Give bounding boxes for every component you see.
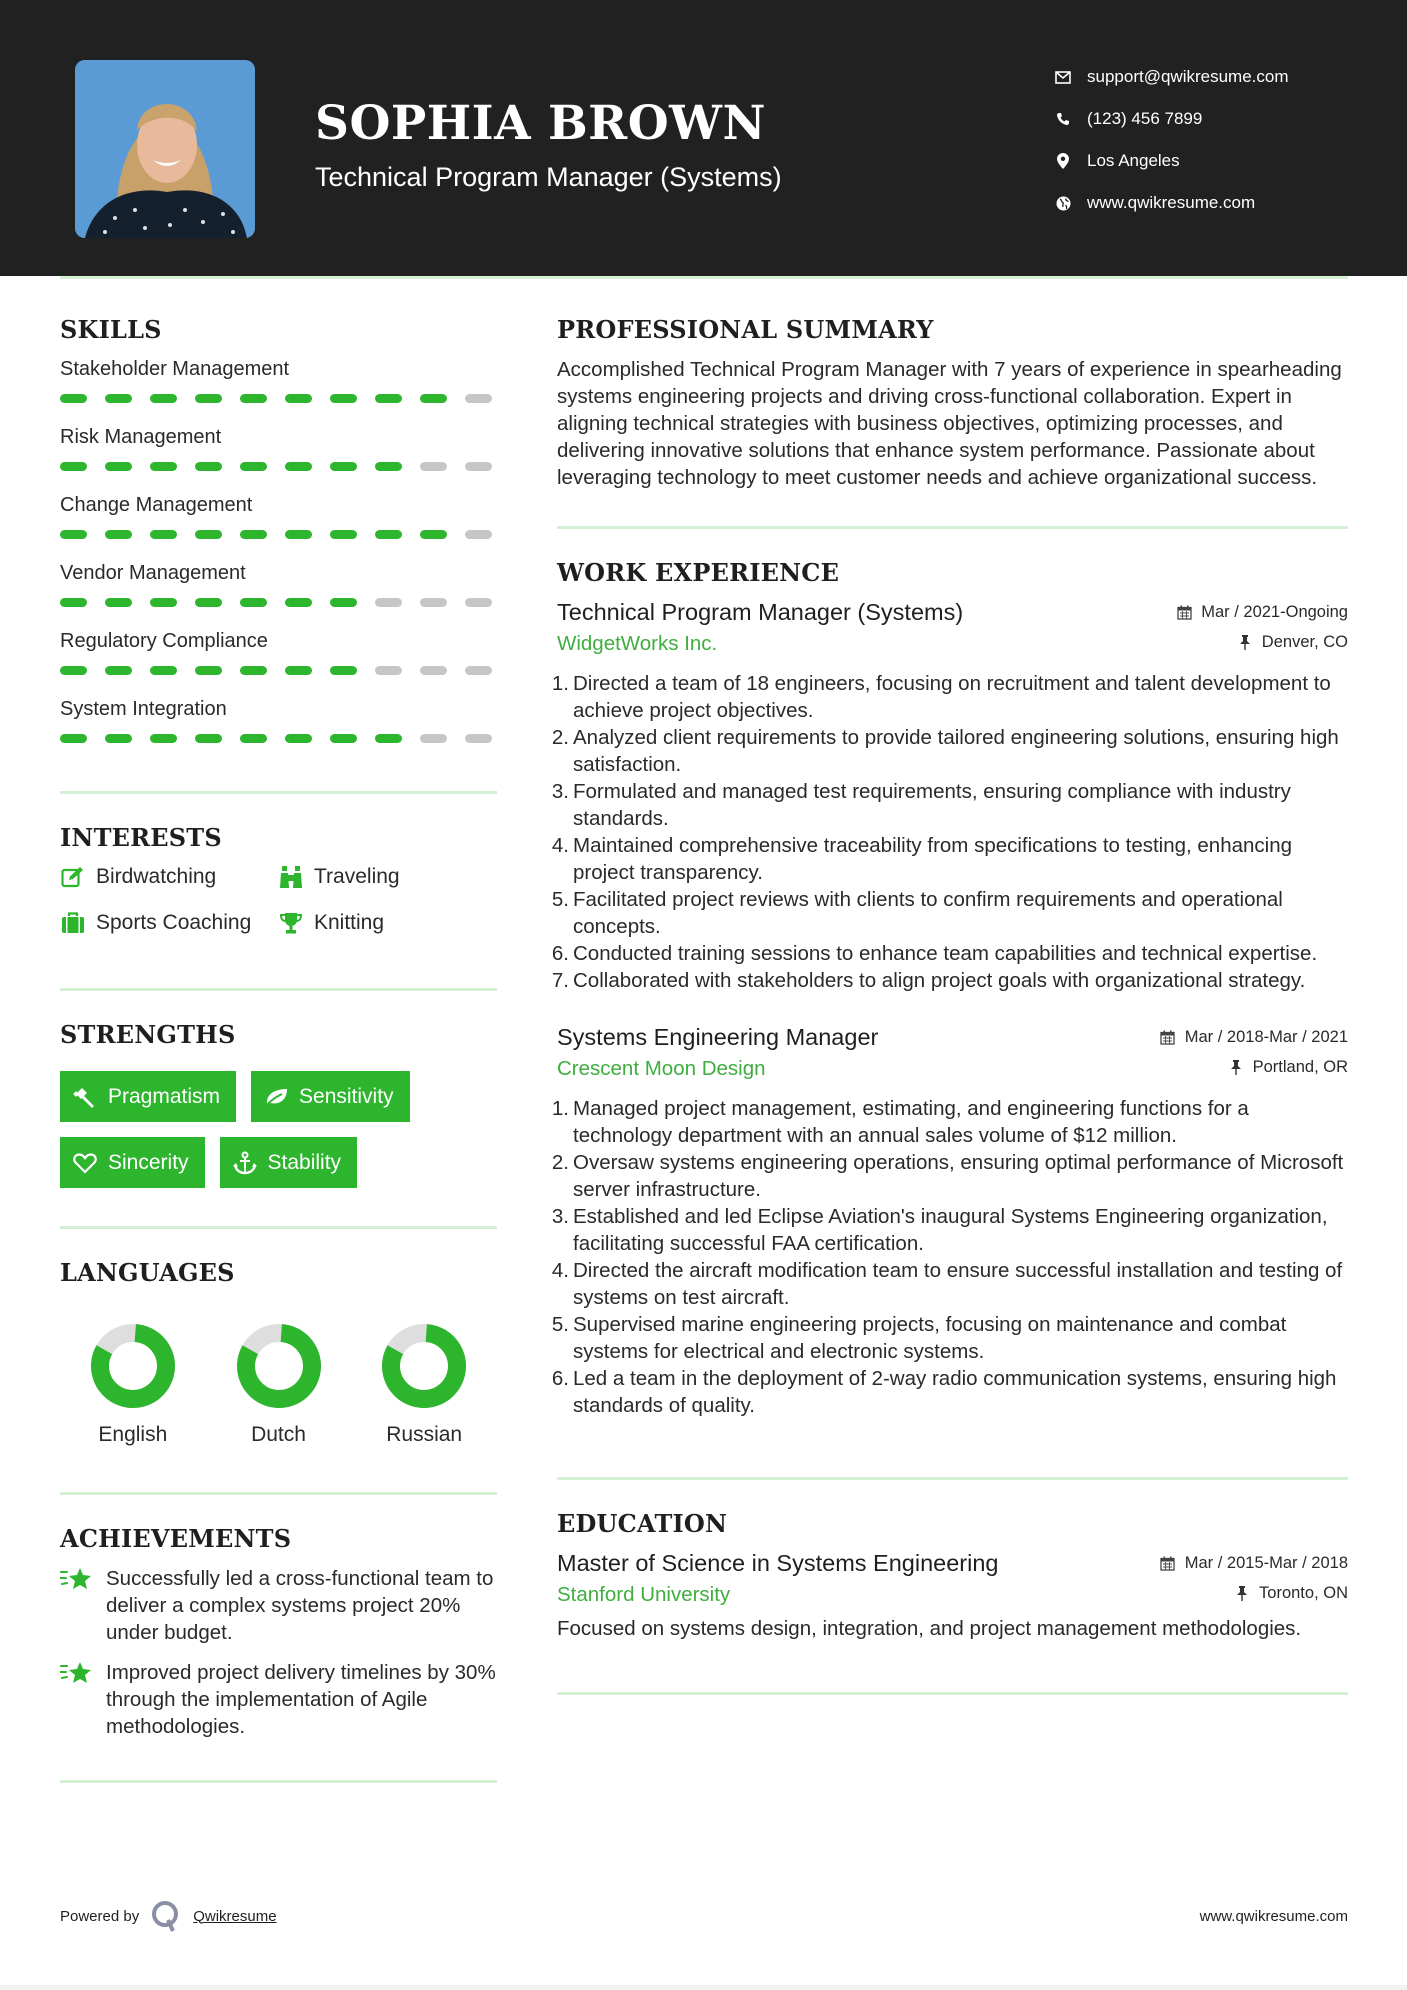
- skill-dash-empty: [420, 462, 447, 471]
- candidate-name: SOPHIA BROWN: [315, 96, 766, 151]
- job-location-text: Denver, CO: [1261, 633, 1348, 651]
- skill-item: [60, 697, 497, 743]
- languages-list: [60, 1323, 497, 1447]
- skill-dash-filled: [150, 462, 177, 471]
- section-divider: [557, 526, 1348, 529]
- interest-item: [60, 910, 278, 936]
- skill-dash-filled: [330, 462, 357, 471]
- skill-level-bar: [60, 462, 497, 471]
- achievement-text: Improved project delivery timelines by 30% through the implementation of Agile methodologies.: [106, 1661, 496, 1738]
- interest-item: [278, 910, 478, 936]
- pushpin-icon: [1233, 1585, 1251, 1603]
- job-entry: [551, 1024, 1348, 1419]
- job-entry: [551, 599, 1348, 994]
- skill-dash-filled: [105, 462, 132, 471]
- section-divider: [557, 1692, 1348, 1695]
- job-dates-text: Mar / 2021-Ongoing: [1201, 603, 1348, 621]
- skill-dash-filled: [240, 734, 267, 743]
- bullet-text: Maintained comprehensive traceability from specifications to testing, enhancing project transparency.: [573, 834, 1293, 884]
- education-dates: [1159, 1554, 1348, 1573]
- section-divider: [557, 1477, 1348, 1480]
- section-divider: [60, 791, 497, 794]
- skill-item: [60, 425, 497, 471]
- bullet-number: 6.: [551, 1367, 569, 1390]
- skill-dash-filled: [60, 598, 87, 607]
- skill-level-bar: [60, 666, 497, 675]
- skill-dash-filled: [105, 734, 132, 743]
- shooting-star-icon: [60, 1659, 94, 1687]
- strengths-list: [60, 1071, 480, 1188]
- job-dates: [1175, 603, 1348, 622]
- language-label: Dutch: [251, 1423, 306, 1446]
- skill-dash-empty: [465, 394, 492, 403]
- skill-level-bar: [60, 598, 497, 607]
- job-header: [557, 599, 1348, 626]
- education-subheader: [557, 1583, 1348, 1607]
- skill-dash-filled: [195, 734, 222, 743]
- skill-dash-filled: [330, 394, 357, 403]
- job-subheader: [557, 1057, 1348, 1081]
- skill-dash-empty: [465, 598, 492, 607]
- profile-photo: [75, 60, 255, 238]
- skill-dash-filled: [240, 598, 267, 607]
- skill-dash-empty: [420, 734, 447, 743]
- strength-label: Sincerity: [108, 1150, 189, 1174]
- experience-heading: WORK EXPERIENCE: [557, 558, 840, 587]
- language-proficiency-donut: [381, 1323, 467, 1409]
- bullet-number: 3.: [551, 780, 569, 803]
- skill-dash-filled: [105, 666, 132, 675]
- right-column: [551, 315, 1348, 1695]
- left-column: [60, 315, 497, 1783]
- gavel-icon: [72, 1085, 98, 1109]
- pushpin-icon: [1227, 1059, 1245, 1077]
- education-dates-text: Mar / 2015-Mar / 2018: [1184, 1554, 1348, 1572]
- strength-tag: [220, 1137, 358, 1188]
- education-section: [557, 1509, 1348, 1642]
- candidate-title: Technical Program Manager (Systems): [315, 162, 782, 192]
- skill-dash-filled: [375, 394, 402, 403]
- language-label: Russian: [386, 1423, 463, 1446]
- skill-dash-filled: [60, 394, 87, 403]
- skill-dash-filled: [60, 530, 87, 539]
- bullet-number: 1.: [551, 1097, 569, 1120]
- job-title: Systems Engineering Manager: [557, 1024, 879, 1050]
- anchor-icon: [232, 1151, 258, 1175]
- languages-section: [60, 1258, 497, 1447]
- job-header: [557, 1024, 1348, 1051]
- skill-dash-filled: [375, 734, 402, 743]
- skill-dash-filled: [195, 530, 222, 539]
- strength-label: Sensitivity: [299, 1084, 394, 1108]
- skill-dash-filled: [150, 666, 177, 675]
- strength-tag: [60, 1071, 236, 1122]
- skill-dash-empty: [465, 530, 492, 539]
- bullet-item: [551, 967, 1348, 994]
- bullet-text: Collaborated with stakeholders to align project goals with organizational strategy.: [573, 969, 1306, 992]
- interest-label: Knitting: [314, 911, 385, 934]
- skill-dash-filled: [195, 394, 222, 403]
- contact-email-text: support@qwikresume.com: [1087, 67, 1289, 86]
- skill-dash-filled: [240, 394, 267, 403]
- strengths-heading: STRENGTHS: [60, 1020, 236, 1049]
- company-name: Crescent Moon Design: [557, 1057, 766, 1080]
- shooting-star-icon: [60, 1565, 94, 1593]
- skill-dash-empty: [375, 598, 402, 607]
- strengths-section: [60, 1020, 497, 1188]
- bullet-item: [551, 1203, 1348, 1257]
- section-divider: [60, 988, 497, 991]
- summary-heading: PROFESSIONAL SUMMARY: [557, 315, 934, 344]
- bullet-text: Analyzed client requirements to provide tailored engineering solutions, ensuring high satisfaction.: [573, 726, 1339, 776]
- skill-name: Change Management: [60, 494, 253, 516]
- bullet-item: [551, 778, 1348, 832]
- skill-dash-empty: [465, 734, 492, 743]
- bullet-number: 5.: [551, 888, 569, 911]
- summary-text: Accomplished Technical Program Manager with 7 years of experience in spearheading systems engineering projects and driving cross-functional collaboration. Expert in aligning technical strategies with business objectives, optimizing processes, and delivering innovative solutions that enhance system performance. Passionate about leveraging technology to meet customer needs and achieve organizational success.: [557, 358, 1342, 489]
- job-dates: [1159, 1028, 1348, 1047]
- bullet-item: [551, 1311, 1348, 1365]
- powered-by-label: Powered by: [60, 1907, 140, 1925]
- contact-location-text: Los Angeles: [1087, 151, 1180, 170]
- education-header: [557, 1550, 1348, 1577]
- heart-icon: [72, 1151, 98, 1175]
- education-heading: EDUCATION: [557, 1509, 728, 1538]
- edit-icon: [60, 865, 86, 889]
- bullet-text: Conducted training sessions to enhance team capabilities and technical expertise.: [573, 942, 1318, 965]
- page-footer: [60, 1900, 1348, 1932]
- skill-dash-empty: [420, 666, 447, 675]
- skill-item: [60, 629, 497, 675]
- bullet-number: 2.: [551, 726, 569, 749]
- contact-phone[interactable]: [1052, 98, 1289, 140]
- skill-item: [60, 357, 497, 403]
- skill-dash-filled: [375, 462, 402, 471]
- contact-website[interactable]: [1052, 182, 1289, 224]
- bullet-number: 6.: [551, 942, 569, 965]
- bullet-item: [551, 1095, 1348, 1149]
- footer-website-link[interactable]: www.qwikresume.com: [1199, 1907, 1348, 1925]
- calendar-icon: [1159, 1555, 1177, 1573]
- bullet-text: Established and led Eclipse Aviation's inaugural Systems Engineering organization, facilitating successful FAA certification.: [573, 1205, 1328, 1255]
- skill-dash-filled: [195, 462, 222, 471]
- contact-location: [1052, 140, 1289, 182]
- skill-dash-filled: [330, 734, 357, 743]
- calendar-icon: [1175, 604, 1193, 622]
- achievement-text: Successfully led a cross-functional team to deliver a complex systems project 20% under budget.: [106, 1567, 494, 1644]
- bullet-number: 4.: [551, 1259, 569, 1282]
- summary-section: [557, 315, 1348, 491]
- skill-dash-empty: [420, 598, 447, 607]
- skill-dash-filled: [330, 530, 357, 539]
- skill-dash-filled: [285, 734, 312, 743]
- pushpin-icon: [1236, 634, 1254, 652]
- skill-dash-filled: [240, 530, 267, 539]
- skill-level-bar: [60, 530, 497, 539]
- page-bottom-edge: [0, 1985, 1407, 1990]
- skill-name: Stakeholder Management: [60, 358, 290, 380]
- bullet-text: Directed the aircraft modification team to ensure successful installation and testing of systems on test aircraft.: [573, 1259, 1343, 1309]
- job-location-text: Portland, OR: [1252, 1058, 1348, 1076]
- skill-dash-filled: [195, 598, 222, 607]
- phone-icon: [1052, 108, 1074, 130]
- skill-dash-filled: [240, 666, 267, 675]
- bullet-item: [551, 670, 1348, 724]
- bullet-number: 3.: [551, 1205, 569, 1228]
- skill-dash-filled: [285, 462, 312, 471]
- interests-list: [60, 864, 497, 936]
- company-name: WidgetWorks Inc.: [557, 632, 718, 655]
- bullet-number: 1.: [551, 672, 569, 695]
- section-divider: [60, 1226, 497, 1229]
- envelope-icon: [1052, 66, 1074, 88]
- binoculars-icon: [278, 865, 304, 889]
- degree-title: Master of Science in Systems Engineering: [557, 1550, 999, 1576]
- bullet-text: Directed a team of 18 engineers, focusing on recruitment and talent development to achieve project objectives.: [573, 672, 1331, 722]
- education-entry: [557, 1550, 1348, 1642]
- skills-list: [60, 357, 497, 743]
- skill-name: Vendor Management: [60, 562, 246, 584]
- qwikresume-link[interactable]: Qwikresume: [193, 1907, 277, 1925]
- achievements-heading: ACHIEVEMENTS: [60, 1524, 292, 1553]
- bullet-number: 5.: [551, 1313, 569, 1336]
- strength-tag: [251, 1071, 410, 1122]
- interest-item: [278, 864, 478, 890]
- skills-section: [60, 315, 497, 743]
- globe-icon: [1052, 192, 1074, 214]
- achievement-item: [60, 1565, 497, 1646]
- interest-label: Sports Coaching: [96, 911, 252, 934]
- job-bullets: [551, 670, 1348, 994]
- qwikresume-logo-icon: [151, 1900, 181, 1932]
- bullet-text: Oversaw systems engineering operations, ensuring optimal performance of Microsoft server infrastructure.: [573, 1151, 1344, 1201]
- strength-tag: [60, 1137, 205, 1188]
- interests-section: [60, 823, 497, 936]
- trophy-icon: [278, 911, 304, 935]
- job-bullets: [551, 1095, 1348, 1419]
- skill-name: System Integration: [60, 698, 227, 720]
- skill-level-bar: [60, 734, 497, 743]
- bullet-item: [551, 940, 1348, 967]
- school-name: Stanford University: [557, 1583, 731, 1606]
- bullet-number: 7.: [551, 969, 569, 992]
- skill-dash-filled: [150, 530, 177, 539]
- skill-dash-empty: [375, 666, 402, 675]
- language-item: [206, 1323, 352, 1447]
- language-proficiency-donut: [90, 1323, 176, 1409]
- skill-name: Regulatory Compliance: [60, 630, 268, 652]
- experience-section: [551, 558, 1348, 1419]
- contact-website-text: www.qwikresume.com: [1087, 193, 1256, 212]
- education-location-text: Toronto, ON: [1259, 1584, 1348, 1602]
- skill-level-bar: [60, 394, 497, 403]
- job-location: [1227, 1058, 1348, 1077]
- interest-label: Traveling: [314, 865, 400, 888]
- contact-phone-text: (123) 456 7899: [1087, 109, 1203, 128]
- achievement-item: [60, 1659, 497, 1740]
- skill-dash-filled: [195, 666, 222, 675]
- job-dates-text: Mar / 2018-Mar / 2021: [1184, 1028, 1348, 1046]
- strength-label: Pragmatism: [108, 1084, 221, 1108]
- calendar-icon: [1159, 1029, 1177, 1047]
- job-subheader: [557, 632, 1348, 656]
- bullet-item: [551, 1365, 1348, 1419]
- interest-item: [60, 864, 278, 890]
- bullet-text: Facilitated project reviews with clients to confirm requirements and operational concepts.: [573, 888, 1283, 938]
- education-location: [1233, 1584, 1348, 1603]
- section-divider: [60, 1780, 497, 1783]
- skill-dash-filled: [60, 734, 87, 743]
- language-label: English: [98, 1423, 168, 1446]
- skill-dash-filled: [105, 394, 132, 403]
- skill-item: [60, 561, 497, 607]
- skill-dash-empty: [465, 462, 492, 471]
- skill-name: Risk Management: [60, 426, 222, 448]
- skill-dash-filled: [240, 462, 267, 471]
- skill-dash-filled: [330, 666, 357, 675]
- skill-dash-filled: [420, 394, 447, 403]
- skill-dash-filled: [420, 530, 447, 539]
- bullet-number: 4.: [551, 834, 569, 857]
- map-pin-icon: [1052, 150, 1074, 172]
- skill-dash-empty: [465, 666, 492, 675]
- bullet-text: Supervised marine engineering projects, focusing on maintenance and combat systems for electrical and electronic systems.: [573, 1313, 1287, 1363]
- header-divider: [60, 276, 1348, 279]
- skill-dash-filled: [60, 666, 87, 675]
- job-title: Technical Program Manager (Systems): [557, 599, 964, 625]
- bullet-text: Led a team in the deployment of 2-way radio communication systems, ensuring high standards of quality.: [573, 1367, 1337, 1417]
- skill-dash-filled: [60, 462, 87, 471]
- briefcase-icon: [60, 911, 86, 935]
- skill-dash-filled: [105, 598, 132, 607]
- contact-list: [1052, 56, 1289, 224]
- resume-header: [0, 0, 1407, 276]
- bullet-item: [551, 832, 1348, 886]
- section-divider: [60, 1492, 497, 1495]
- interests-heading: INTERESTS: [60, 823, 222, 852]
- bullet-number: 2.: [551, 1151, 569, 1174]
- skill-dash-filled: [285, 530, 312, 539]
- achievements-section: [60, 1524, 497, 1740]
- skill-dash-filled: [285, 598, 312, 607]
- skill-dash-filled: [330, 598, 357, 607]
- language-proficiency-donut: [236, 1323, 322, 1409]
- bullet-item: [551, 1149, 1348, 1203]
- interest-label: Birdwatching: [96, 865, 217, 888]
- bullet-item: [551, 886, 1348, 940]
- skill-dash-filled: [375, 530, 402, 539]
- skill-dash-filled: [285, 394, 312, 403]
- skill-dash-filled: [150, 394, 177, 403]
- contact-email[interactable]: [1052, 56, 1289, 98]
- skill-item: [60, 493, 497, 539]
- achievements-list: [60, 1565, 497, 1740]
- language-item: [60, 1323, 206, 1447]
- bullet-text: Formulated and managed test requirements, ensuring compliance with industry standards.: [573, 780, 1291, 830]
- skill-dash-filled: [150, 734, 177, 743]
- skills-heading: SKILLS: [60, 315, 162, 344]
- languages-heading: LANGUAGES: [60, 1258, 235, 1287]
- language-item: [351, 1323, 497, 1447]
- education-description: Focused on systems design, integration, and project management methodologies.: [557, 1617, 1302, 1640]
- powered-by: [60, 1900, 277, 1932]
- strength-label: Stability: [267, 1150, 342, 1174]
- skill-dash-filled: [285, 666, 312, 675]
- job-location: [1236, 633, 1348, 652]
- bullet-item: [551, 724, 1348, 778]
- skill-dash-filled: [150, 598, 177, 607]
- skill-dash-filled: [105, 530, 132, 539]
- leaf-icon: [263, 1085, 289, 1109]
- bullet-item: [551, 1257, 1348, 1311]
- bullet-text: Managed project management, estimating, and engineering functions for a technology department with an annual sales volume of $12 million.: [573, 1097, 1249, 1147]
